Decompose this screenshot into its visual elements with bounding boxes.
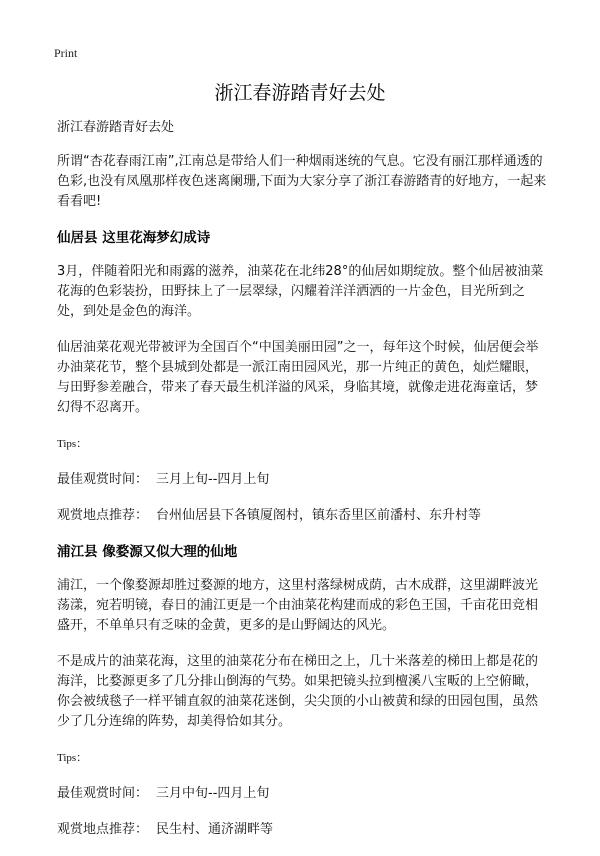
section-heading: 仙居县 这里花海梦幻成诗 [57,230,211,246]
article-body [57,118,549,856]
article-subtitle: 浙江春游踏青好去处 [57,120,175,135]
best-time-label: 最佳观赏时间： [57,786,149,801]
section-heading: 浦江县 像婺源又似大理的仙地 [57,544,238,560]
spots-row [57,820,549,840]
section-xianju [57,228,549,526]
section-paragraph: 浦江，一个像婺源却胜过婺源的地方，这里村落绿树成荫，古木成群，这里湖畔波光荡漾，宛若明镜，春日的浦江更是一个由油菜花构建而成的彩色王国，千亩花田竞相盛开，不单单只有乏味的金黄，更多的是山野阔达的风光。 [57,578,539,633]
spots-label: 观赏地点推荐： [57,508,149,523]
spots-value: 台州仙居县下各镇厦阁村，镇东岙里区前潘村、东升村等 [156,508,482,523]
section-paragraph: 3月，伴随着阳光和雨露的滋养，油菜花在北纬28°的仙居如期绽放。整个仙居被油菜花海的色彩装扮，田野抹上了一层翠绿，闪耀着洋洋洒洒的一片金色，目光所到之处，到处是金色的海洋。 [57,264,544,319]
section-paragraph: 仙居油菜花观光带被评为全国百个“中国美丽田园”之一，每年这个时候，仙居便会举办油菜花节，整个县城到处都是一派江南田园风光，那一片纯正的黄色，灿烂耀眼，与田野参差融合，带来了春天最生机洋溢的风采，身临其境，就像走进花海童话，梦幻得不忍离开。 [57,340,539,415]
spots-row [57,506,549,526]
print-link[interactable]: Print [54,46,78,60]
section-pujiang [57,542,549,840]
section-paragraph: 不是成片的油菜花海，这里的油菜花分布在梯田之上，几十米落差的梯田上都是花的海洋，比婺源更多了几分排山倒海的气势。如果把镜头拉到檀溪八宝畈的上空俯瞰，你会被绒毯子一样平铺直叙的油菜花迷倒，尖尖顶的小山被黄和绿的田园包围，虽然少了几分连绵的阵势，却美得恰如其分。 [57,654,539,729]
spots-label: 观赏地点推荐： [57,822,149,837]
tips-label: Tips： [57,752,88,764]
best-time-value: 三月中旬--四月上旬 [156,786,270,801]
best-time-row [57,470,549,490]
best-time-value: 三月上旬--四月上旬 [156,472,270,487]
intro-paragraph: 所谓“杏花春雨江南”,江南总是带给人们一种烟雨迷统的气息。它没有丽江那样通透的色彩,也没有凤凰那样夜色迷离阑珊,下面为大家分享了浙江春游踏青的好地方，一起来看看吧! [57,154,547,209]
page-title: 浙江春游踏青好去处 [214,82,386,104]
best-time-row [57,784,549,804]
best-time-label: 最佳观赏时间： [57,472,149,487]
tips-label: Tips： [57,438,88,450]
spots-value: 民生村、通济湖畔等 [156,822,274,837]
